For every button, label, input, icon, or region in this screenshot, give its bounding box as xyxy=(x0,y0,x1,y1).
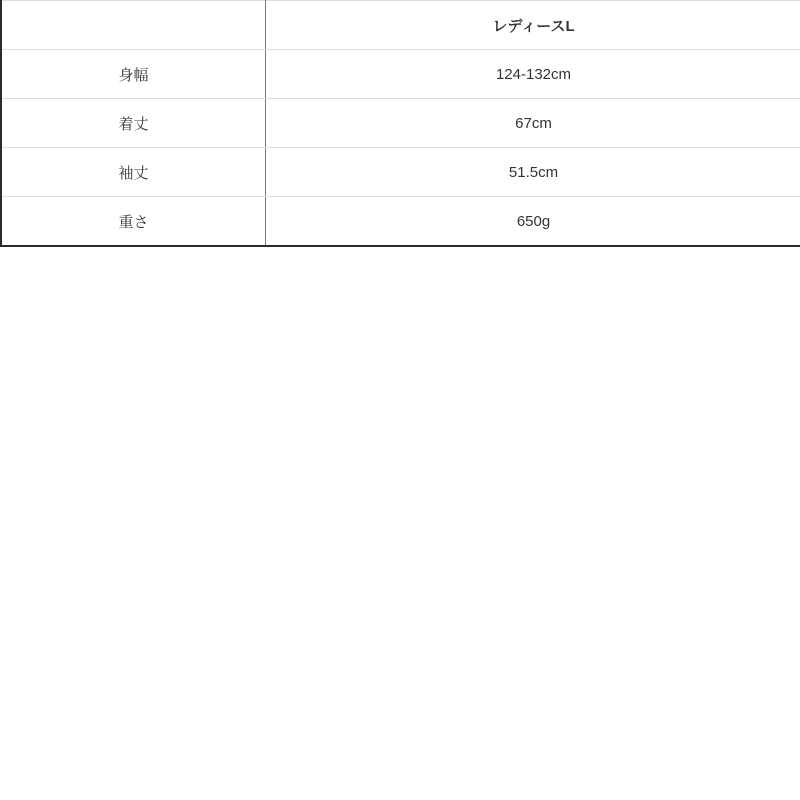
size-spec-table xyxy=(0,0,800,247)
spec-value-length: 67cm xyxy=(266,99,800,148)
table-row xyxy=(1,99,800,148)
table-row xyxy=(1,197,800,247)
table-row xyxy=(1,50,800,99)
size-column-header: レディースL xyxy=(266,1,800,50)
spec-label-sleeve-length: 袖丈 xyxy=(1,148,266,197)
spec-value-sleeve-length: 51.5cm xyxy=(266,148,800,197)
table-row xyxy=(1,148,800,197)
spec-value-weight: 650g xyxy=(516,212,551,230)
spec-label-length: 着丈 xyxy=(1,99,266,148)
spec-label-body-width: 身幅 xyxy=(1,50,266,99)
spec-value-body-width: 124-132cm xyxy=(266,50,800,99)
size-table-header-row xyxy=(1,1,800,50)
corner-header-cell xyxy=(1,1,266,50)
spec-label-weight: 重さ xyxy=(1,197,266,247)
